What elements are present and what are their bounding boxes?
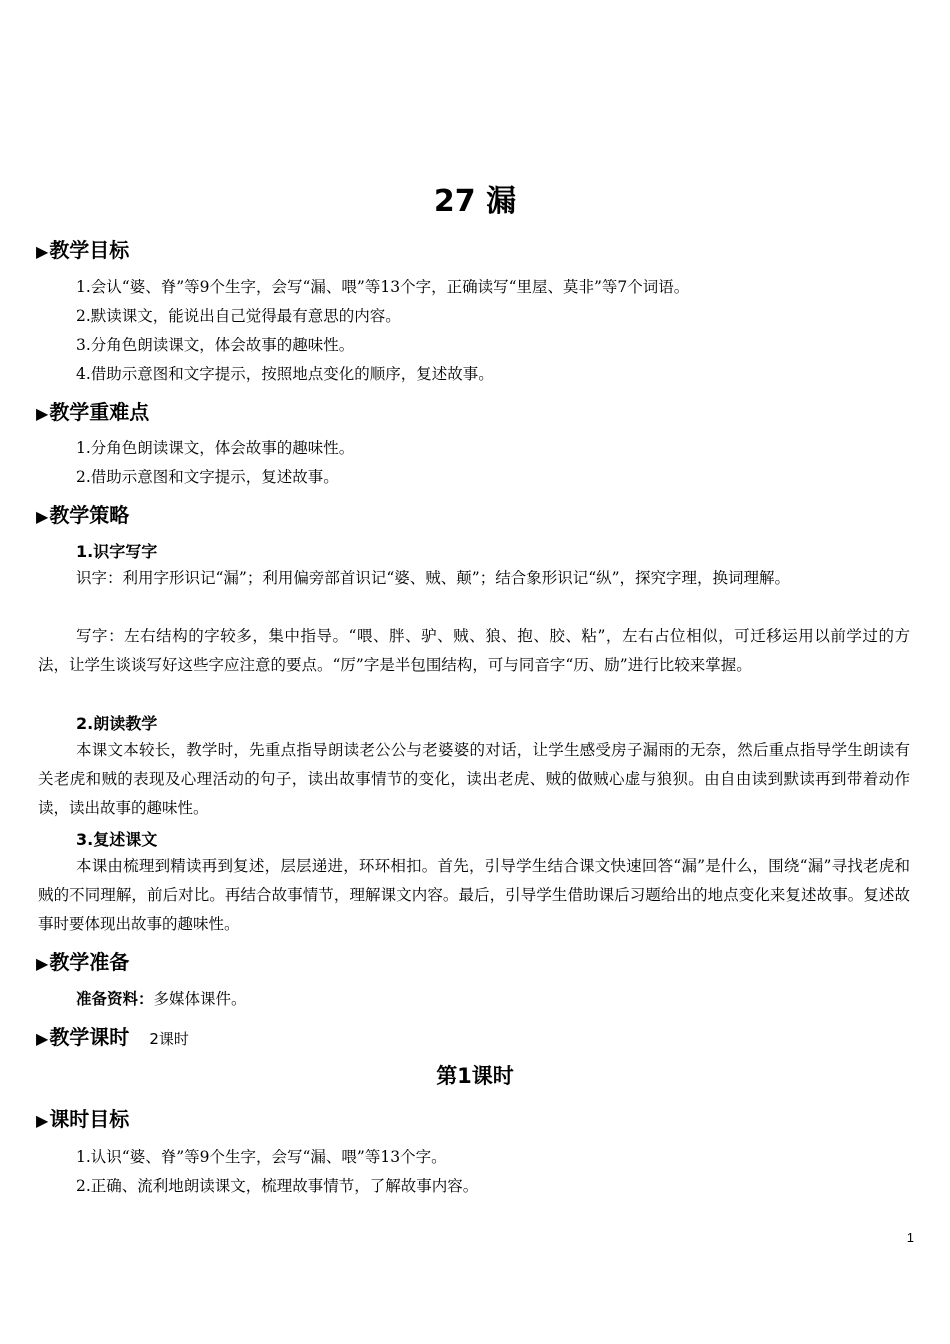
page-number: 1 [906, 1230, 914, 1245]
strategy-paragraph-4: 本课由梳理到精读再到复述，层层递进，环环相扣。首先，引导学生结合课文快速回答“漏”是什么，围绕“漏”寻找老虎和贼的不同理解，前后对比。再结合故事情节，理解课文内容。最后，引导学生借助课后习题给出的地点变化来复述故事。复述故事时要体现出故事的趣味性。 [38, 857, 910, 933]
keypoint-item-2: 2.借助示意图和文字提示，复述故事。 [76, 468, 339, 486]
lesson-title: 27 漏 [433, 184, 517, 219]
prep-line [76, 987, 247, 1009]
triangle-icon: ▶ [36, 954, 49, 973]
triangle-icon: ▶ [36, 507, 49, 526]
heading-hours [36, 1021, 189, 1050]
heading-goals-text: 教学目标 [49, 238, 130, 262]
heading-prep [36, 946, 129, 975]
prep-label: 准备资料： [76, 990, 154, 1008]
heading-strategy-text: 教学策略 [49, 503, 130, 527]
strategy-paragraph-2: 写字：左右结构的字较多，集中指导。“喂、胖、驴、贼、狼、抱、胶、粘”，左右占位相似，可迁移运用以前学过的方法，让学生谈谈写好这些字应注意的要点。“厉”字是半包围结构，可与同音字“历、励”进行比较来掌握。 [38, 627, 910, 674]
prep-value: 多媒体课件。 [153, 990, 247, 1008]
triangle-icon: ▶ [36, 404, 49, 423]
heading-lesson-goals-text: 课时目标 [49, 1107, 130, 1131]
heading-strategy [36, 499, 129, 528]
lesson-goal-item-2: 2.正确、流利地朗读课文，梳理故事情节，了解故事内容。 [76, 1177, 479, 1195]
goal-item-3: 3.分角色朗读课文，体会故事的趣味性。 [76, 336, 355, 354]
heading-keypoints [36, 396, 149, 425]
goal-item-1: 1.会认“婆、脊”等9个生字，会写“漏、喂”等13个字，正确读写“里屋、莫非”等7个词语。 [76, 278, 690, 296]
strategy-paragraph-3: 本课文本较长，教学时，先重点指导朗读老公公与老婆婆的对话，让学生感受房子漏雨的无奈，然后重点指导学生朗读有关老虎和贼的表现及心理活动的句子，读出故事情节的变化，读出老虎、贼的做贼心虚与狼狈。由自由读到默读再到带着动作读，读出故事的趣味性。 [38, 741, 910, 817]
hours-value: 2课时 [149, 1030, 189, 1048]
strategy-sub-2: 2.朗读教学 [76, 714, 158, 733]
triangle-icon: ▶ [36, 242, 49, 261]
triangle-icon: ▶ [36, 1029, 49, 1048]
keypoint-item-1: 1.分角色朗读课文，体会故事的趣味性。 [76, 439, 355, 457]
heading-prep-text: 教学准备 [49, 950, 130, 974]
goal-item-2: 2.默读课文，能说出自己觉得最有意思的内容。 [76, 307, 401, 325]
goal-item-4: 4.借助示意图和文字提示，按照地点变化的顺序，复述故事。 [76, 365, 494, 383]
lesson1-title: 第1课时 [436, 1064, 514, 1088]
heading-keypoints-text: 教学重难点 [49, 400, 150, 424]
strategy-sub-1: 1.识字写字 [76, 542, 158, 561]
triangle-icon: ▶ [36, 1111, 49, 1130]
strategy-sub-3: 3.复述课文 [76, 830, 158, 849]
heading-hours-text: 教学课时 [49, 1025, 130, 1049]
heading-goals [36, 234, 129, 263]
strategy-paragraph-1: 识字：利用字形识记“漏”；利用偏旁部首识记“婆、贼、颠”；结合象形识记“纵”，探究字理，换词理解。 [76, 569, 791, 587]
lesson-goal-item-1: 1.认识“婆、脊”等9个生字，会写“漏、喂”等13个字。 [76, 1148, 447, 1166]
heading-lesson-goals [36, 1103, 129, 1132]
